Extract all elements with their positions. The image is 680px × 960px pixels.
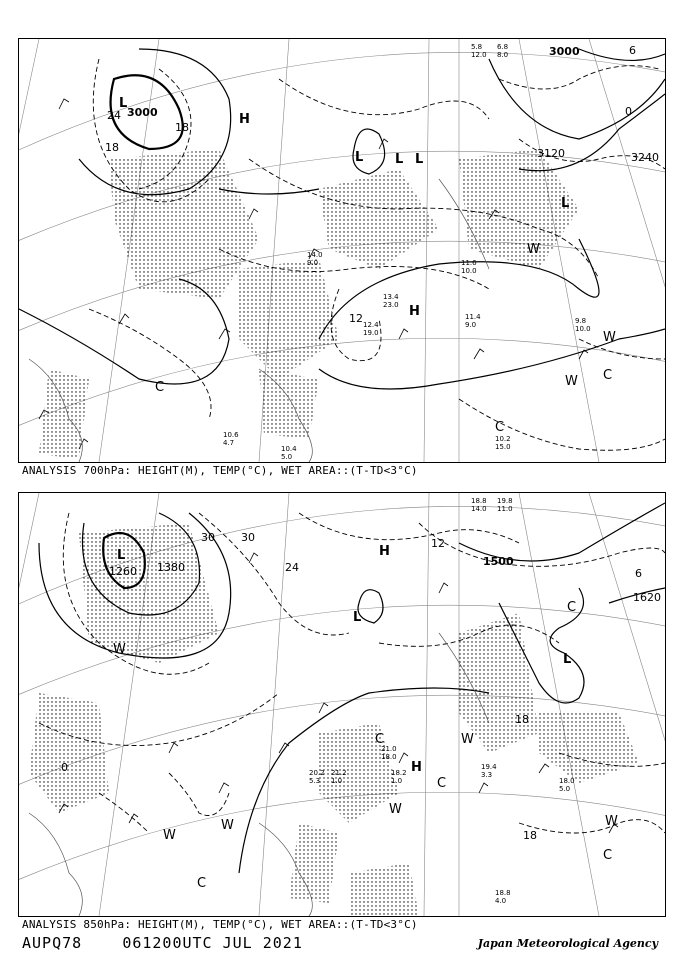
- product-datetime: 061200UTC JUL 2021: [122, 934, 303, 952]
- contour-label-18a: 18: [515, 713, 529, 726]
- warm-center-2: W: [221, 818, 234, 833]
- station-value: 12.0: [471, 51, 487, 59]
- station-value: 10.0: [461, 267, 477, 275]
- station-value: 15.0: [495, 443, 511, 451]
- warm-center-3: W: [163, 828, 176, 843]
- contour-label-12: 12: [431, 537, 445, 550]
- cold-center-west: C: [155, 380, 165, 395]
- high-center-north: H: [239, 112, 250, 127]
- contour-label-1260: 1260: [109, 565, 137, 578]
- contour-label-3000-west: 3000: [127, 106, 158, 119]
- low-center-mid: L: [355, 150, 364, 165]
- warm-center-1: W: [113, 642, 126, 657]
- station-value: 5.0: [281, 453, 293, 461]
- station-value: 12.4: [363, 321, 379, 329]
- cold-center-5: C: [603, 848, 613, 863]
- contour-label-3120: 3120: [537, 147, 565, 160]
- cold-center-south: C: [495, 420, 505, 435]
- station-value: 18.0: [381, 753, 397, 761]
- contour-label-24: 24: [285, 561, 299, 574]
- low-center-mid3: L: [415, 152, 424, 167]
- station-value: 23.0: [383, 301, 399, 309]
- caption-850hpa: ANALYSIS 850hPa: HEIGHT(M), TEMP(°C), WET AREA::(T-TD<3°C): [22, 918, 418, 931]
- low-center-east: L: [561, 196, 570, 211]
- high-center-south: H: [409, 304, 420, 319]
- station-value: 10.4: [281, 445, 297, 453]
- contour-label-18a: 18: [175, 121, 189, 134]
- contour-label-1380: 1380: [157, 561, 185, 574]
- station-value: 19.0: [363, 329, 379, 337]
- station-value: 21.0: [381, 745, 397, 753]
- contour-label-3000-east: 3000: [549, 45, 580, 58]
- contour-label-0: 0: [61, 761, 68, 774]
- station-value: 10.2: [495, 435, 511, 443]
- station-value: 11.6: [461, 259, 477, 267]
- station-value: 19.4: [481, 763, 497, 771]
- map-panel-700hpa: [18, 38, 666, 463]
- wet-area-700: [39, 149, 579, 459]
- low-center-mid: L: [353, 610, 362, 625]
- warm-center-6: W: [605, 814, 618, 829]
- station-value: 10.0: [575, 325, 591, 333]
- station-value: 8.0: [497, 51, 509, 59]
- cold-center-3: C: [567, 600, 577, 615]
- station-value: 11.0: [497, 505, 513, 513]
- wet-area-850: [29, 523, 639, 916]
- station-value: 10.6: [223, 431, 239, 439]
- contour-label-18b: 18: [105, 141, 119, 154]
- station-value: 5.0: [559, 785, 571, 793]
- caption-700hpa: ANALYSIS 700hPa: HEIGHT(M), TEMP(°C), WET AREA::(T-TD<3°C): [22, 464, 418, 477]
- station-value: 9.0: [307, 259, 319, 267]
- station-value: 19.8: [497, 497, 513, 505]
- station-value: 21.2: [331, 769, 347, 777]
- station-value: 13.4: [383, 293, 399, 301]
- cold-center-2: C: [437, 776, 447, 791]
- contour-label-3240: 3240: [631, 151, 659, 164]
- product-code: AUPQ78: [22, 934, 83, 952]
- warm-center-5: W: [461, 732, 474, 747]
- warm-center-4: W: [389, 802, 402, 817]
- warm-center-3: W: [565, 374, 578, 389]
- low-center-mid2: L: [395, 152, 404, 167]
- station-value: 14.0: [307, 251, 323, 259]
- contour-label-1500: 1500: [483, 555, 514, 568]
- map-700hpa-canvas: [19, 39, 665, 462]
- contour-label-18b: 18: [523, 829, 537, 842]
- station-value: 5.3: [309, 777, 321, 785]
- low-center-east: L: [563, 652, 572, 667]
- station-value: 4.7: [223, 439, 235, 447]
- cold-center-1: C: [375, 732, 385, 747]
- station-value: 14.0: [471, 505, 487, 513]
- station-value: 18.0: [559, 777, 575, 785]
- contour-label-30a: 30: [201, 531, 215, 544]
- station-value: 6.8: [497, 43, 509, 51]
- station-value: 1.0: [391, 777, 403, 785]
- station-value: 18.2: [391, 769, 407, 777]
- warm-center-1: W: [527, 242, 540, 257]
- contour-label-12: 12: [349, 312, 363, 325]
- map-850hpa-canvas: [19, 493, 665, 916]
- contour-label-6: 6: [635, 567, 642, 580]
- low-center-west: L: [119, 96, 128, 111]
- agency-credit: Japan Meteorological Agency: [477, 937, 658, 950]
- cold-center-4: C: [197, 876, 207, 891]
- product-footer: [22, 934, 303, 952]
- station-value: 20.2: [309, 769, 325, 777]
- contour-label-6: 6: [629, 44, 636, 57]
- station-value: 5.8: [471, 43, 483, 51]
- high-center-south: H: [411, 760, 422, 775]
- station-value: 18.8: [495, 889, 511, 897]
- station-value: 11.4: [465, 313, 481, 321]
- station-value: 9.0: [465, 321, 477, 329]
- contour-label-0: 0: [625, 105, 632, 118]
- station-value: 4.0: [495, 897, 507, 905]
- map-panel-850hpa: [18, 492, 666, 917]
- contour-label-1620: 1620: [633, 591, 661, 604]
- station-value: 9.8: [575, 317, 587, 325]
- contour-label-30b: 30: [241, 531, 255, 544]
- station-value: 1.0: [331, 777, 343, 785]
- warm-center-2: W: [603, 330, 616, 345]
- station-value: 3.3: [481, 771, 493, 779]
- station-value: 18.8: [471, 497, 487, 505]
- cold-center-east: C: [603, 368, 613, 383]
- low-center-west: L: [117, 548, 126, 563]
- high-center-north: H: [379, 544, 390, 559]
- contour-label-24: 24: [107, 109, 121, 122]
